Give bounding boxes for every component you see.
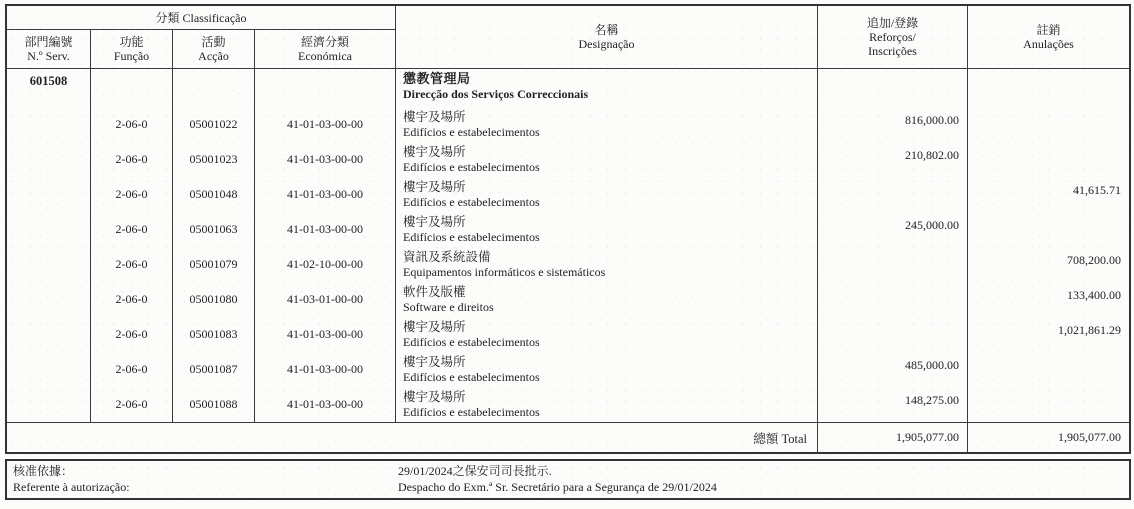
- total-row: [7, 422, 1129, 452]
- header-economic: [255, 30, 396, 68]
- cell-funcao: 2-06-0: [91, 247, 173, 282]
- table-body: [7, 69, 1129, 422]
- designation-pt: Edifícios e estabelecimentos: [403, 229, 540, 244]
- table-row: [7, 282, 1129, 317]
- entity-designation: [396, 69, 818, 107]
- header-reinforcements: [818, 6, 968, 68]
- header-reinforcements-zh: 追加/登錄: [866, 16, 919, 30]
- entity-reforcos-empty: [818, 69, 968, 107]
- header-service-zh: 部門編號: [24, 35, 73, 49]
- cell-reforcos: 148,275.00: [818, 387, 968, 422]
- header-function-pt: Função: [113, 49, 150, 63]
- cell-accao: 05001083: [173, 317, 255, 352]
- authorization-label-pt: Referente à autorização:: [13, 479, 130, 494]
- cell-funcao: 2-06-0: [91, 352, 173, 387]
- designation-zh: 樓宇及場所: [403, 110, 466, 124]
- designation-zh: 樓宇及場所: [403, 180, 466, 194]
- header-service-number: [7, 30, 91, 68]
- cell-designation: [396, 282, 818, 317]
- total-reforcos: 1,905,077.00: [818, 423, 968, 452]
- entity-economica-empty: [255, 69, 396, 107]
- header-action-zh: 活動: [201, 35, 226, 49]
- cell-designation: [396, 247, 818, 282]
- cell-serv: [7, 352, 91, 387]
- cell-accao: 05001063: [173, 212, 255, 247]
- cell-economica: 41-01-03-00-00: [255, 352, 396, 387]
- cell-designation: [396, 177, 818, 212]
- cell-serv: [7, 142, 91, 177]
- table-row: [7, 212, 1129, 247]
- cell-funcao: 2-06-0: [91, 317, 173, 352]
- budget-table: [5, 4, 1131, 454]
- table-row: [7, 177, 1129, 212]
- cell-accao: 05001080: [173, 282, 255, 317]
- entity-name-pt: Direcção dos Serviços Correccionais: [403, 86, 589, 101]
- cell-anulacoes: 133,400.00: [1067, 288, 1121, 302]
- table-row: [7, 107, 1129, 142]
- header-service-pt: N.º Serv.: [27, 49, 70, 63]
- designation-pt: Software e direitos: [403, 299, 494, 314]
- designation-zh: 資訊及系統設備: [403, 250, 491, 264]
- cell-economica: 41-03-01-00-00: [255, 282, 396, 317]
- table-row: [7, 247, 1129, 282]
- header-annulments-zh: 註銷: [1036, 23, 1061, 37]
- total-anulacoes: 1,905,077.00: [1058, 430, 1121, 444]
- designation-pt: Edifícios e estabelecimentos: [403, 194, 540, 209]
- authorization-dispatch: [398, 464, 717, 495]
- cell-reforcos: 245,000.00: [818, 212, 968, 247]
- header-classification-label: 分類 Classificação: [155, 10, 247, 25]
- cell-anulacoes: 708,200.00: [1067, 253, 1121, 267]
- cell-anulacoes: 1,021,861.29: [1058, 323, 1121, 337]
- entity-funcao-empty: [91, 69, 173, 107]
- total-label: 總額 Total: [7, 423, 818, 452]
- cell-designation: [396, 387, 818, 422]
- cell-designation: [396, 352, 818, 387]
- header-designation-zh: 名稱: [594, 23, 619, 37]
- cell-funcao: 2-06-0: [91, 177, 173, 212]
- cell-reforcos: [818, 282, 968, 317]
- cell-reforcos: 210,802.00: [818, 142, 968, 177]
- cell-funcao: 2-06-0: [91, 282, 173, 317]
- cell-reforcos: [818, 177, 968, 212]
- designation-pt: Edifícios e estabelecimentos: [403, 404, 540, 419]
- header-economic-zh: 經濟分類: [300, 35, 349, 49]
- entity-accao-empty: [173, 69, 255, 107]
- cell-serv: [7, 212, 91, 247]
- cell-accao: 05001048: [173, 177, 255, 212]
- header-function-zh: 功能: [119, 35, 144, 49]
- table-row: [7, 352, 1129, 387]
- designation-zh: 樓宇及場所: [403, 390, 466, 404]
- cell-serv: [7, 387, 91, 422]
- header-designation: [396, 6, 818, 68]
- header-designation-pt: Designação: [578, 37, 635, 51]
- cell-funcao: 2-06-0: [91, 387, 173, 422]
- table-header: [7, 6, 1129, 69]
- cell-anulacoes: [968, 352, 1129, 387]
- cell-anulacoes: [968, 212, 1129, 247]
- budget-amendment-sheet: [5, 4, 1131, 500]
- cell-anulacoes: [968, 107, 1129, 142]
- designation-pt: Edifícios e estabelecimentos: [403, 159, 540, 174]
- header-reinforcements-pt2: Inscrições: [868, 44, 917, 58]
- cell-accao: 05001088: [173, 387, 255, 422]
- cell-designation: [396, 212, 818, 247]
- authorization-reference-label: [13, 464, 130, 495]
- table-row: [7, 387, 1129, 422]
- authorization-dispatch-pt: Despacho do Exm.ª Sr. Secretário para a Segurança de 29/01/2024: [398, 479, 717, 494]
- header-reinforcements-pt1: Reforços/: [869, 30, 916, 44]
- cell-economica: 41-02-10-00-00: [255, 247, 396, 282]
- designation-pt: Edifícios e estabelecimentos: [403, 124, 540, 139]
- cell-serv: [7, 247, 91, 282]
- cell-anulacoes: [968, 142, 1129, 177]
- cell-funcao: 2-06-0: [91, 107, 173, 142]
- cell-serv: [7, 317, 91, 352]
- entity-anulacoes-empty: [968, 69, 1129, 107]
- designation-zh: 樓宇及場所: [403, 355, 466, 369]
- header-classification: [7, 6, 396, 30]
- cell-designation: [396, 107, 818, 142]
- header-function: [91, 30, 173, 68]
- authorization-dispatch-zh: 29/01/2024之保安司司長批示.: [398, 464, 552, 478]
- table-row: [7, 142, 1129, 177]
- cell-reforcos: 485,000.00: [818, 352, 968, 387]
- designation-zh: 樓宇及場所: [403, 145, 466, 159]
- authorization-label-zh: 核准依據：: [13, 464, 74, 478]
- designation-zh: 樓宇及場所: [403, 320, 466, 334]
- entity-code: 601508: [7, 69, 91, 107]
- cell-serv: [7, 282, 91, 317]
- designation-pt: Edifícios e estabelecimentos: [403, 369, 540, 384]
- cell-funcao: 2-06-0: [91, 142, 173, 177]
- cell-funcao: 2-06-0: [91, 212, 173, 247]
- cell-serv: [7, 177, 91, 212]
- cell-economica: 41-01-03-00-00: [255, 177, 396, 212]
- cell-anulacoes: [968, 387, 1129, 422]
- header-annulments-pt: Anulações: [1023, 37, 1074, 51]
- cell-accao: 05001079: [173, 247, 255, 282]
- cell-accao: 05001023: [173, 142, 255, 177]
- cell-reforcos: 816,000.00: [818, 107, 968, 142]
- header-annulments: [968, 6, 1129, 68]
- header-action: [173, 30, 255, 68]
- authorization-box: [5, 459, 1131, 500]
- cell-economica: 41-01-03-00-00: [255, 212, 396, 247]
- designation-zh: 軟件及版權: [403, 285, 466, 299]
- cell-economica: 41-01-03-00-00: [255, 142, 396, 177]
- cell-economica: 41-01-03-00-00: [255, 387, 396, 422]
- cell-anulacoes: 41,615.71: [1073, 183, 1121, 197]
- cell-reforcos: [818, 317, 968, 352]
- table-row: [7, 317, 1129, 352]
- designation-pt: Equipamentos informáticos e sistemáticos: [403, 264, 606, 279]
- entity-name-zh: 懲教管理局: [403, 71, 471, 86]
- header-economic-pt: Económica: [298, 49, 352, 63]
- cell-economica: 41-01-03-00-00: [255, 107, 396, 142]
- cell-accao: 05001087: [173, 352, 255, 387]
- cell-reforcos: [818, 247, 968, 282]
- designation-zh: 樓宇及場所: [403, 215, 466, 229]
- cell-serv: [7, 107, 91, 142]
- designation-pt: Edifícios e estabelecimentos: [403, 334, 540, 349]
- header-action-pt: Acção: [198, 49, 229, 63]
- cell-economica: 41-01-03-00-00: [255, 317, 396, 352]
- entity-row: [7, 69, 1129, 107]
- cell-designation: [396, 142, 818, 177]
- cell-designation: [396, 317, 818, 352]
- cell-accao: 05001022: [173, 107, 255, 142]
